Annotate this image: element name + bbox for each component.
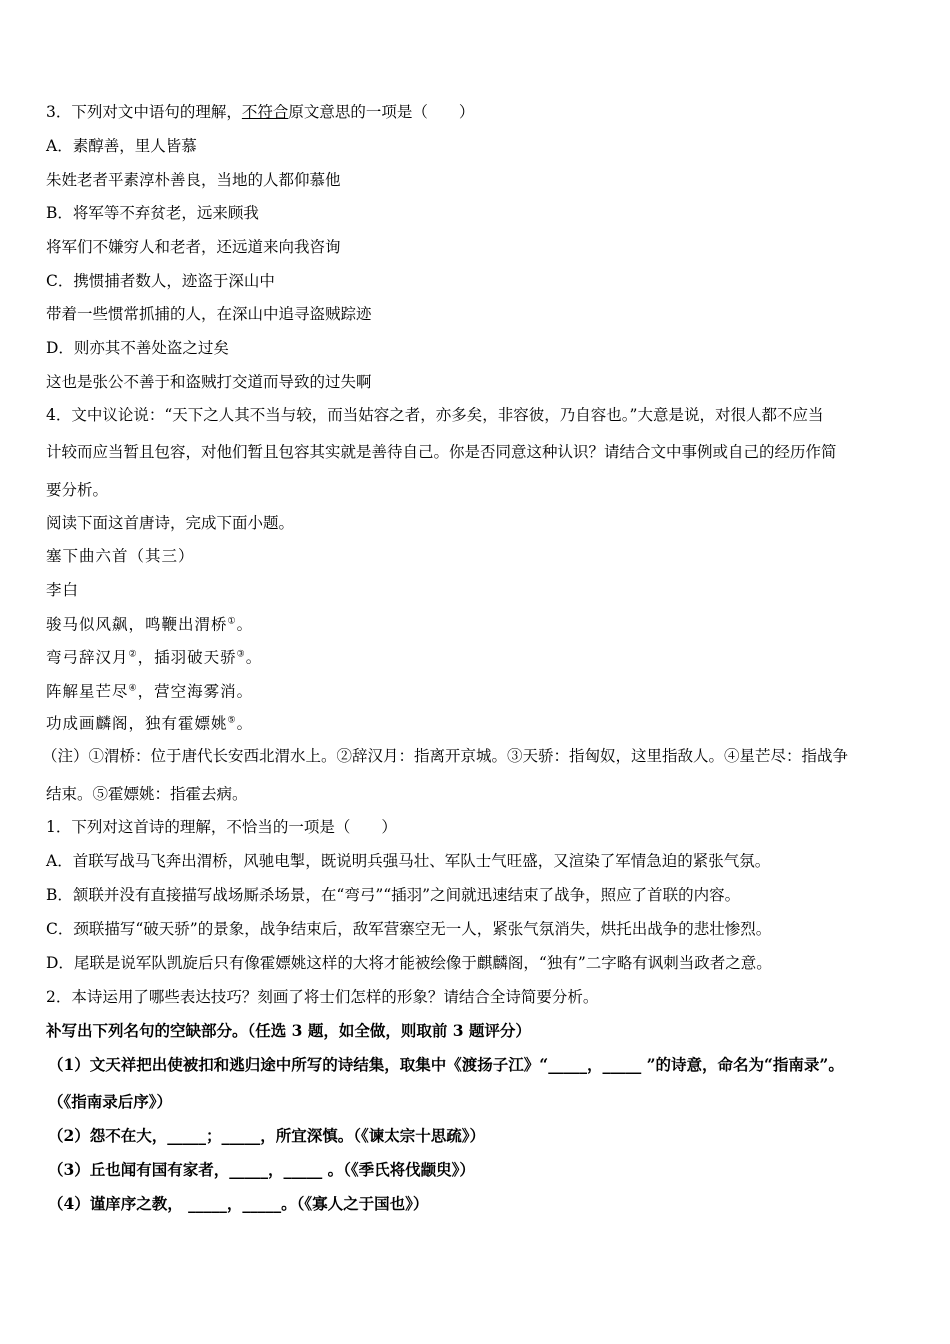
- poem-line: [46, 710, 253, 733]
- q3-option-d-translation: 这也是张公不善于和盗贼打交道而导致的过失啊: [46, 373, 372, 391]
- fill-heading: 补写出下列名句的空缺部分。（任选 3 题，如全做，则取前 3 题评分）: [46, 1021, 531, 1040]
- poem-line: [46, 678, 253, 701]
- poem-notes: 结束。⑤霍嫖姚：指霍去病。: [46, 785, 248, 803]
- fill-item: （3）丘也闻有国有家者，_____，_____ 。（《季氏将伐颛臾》）: [48, 1160, 475, 1179]
- q3-stem: [46, 102, 474, 122]
- note-marker: ①: [227, 616, 237, 627]
- q3-option-d: D．则亦其不善处盗之过矣: [46, 339, 229, 357]
- fill-item: （2）怨不在大，_____；_____，所宜深慎。（《谏太宗十思疏》）: [48, 1126, 486, 1145]
- poem-q1-option-a: A．首联写战马飞奔出渭桥，风驰电掣，既说明兵强马壮、军队士气旺盛，又渲染了军情急迫的紧张气氛。: [46, 852, 771, 870]
- poem-title: 塞下曲六首（其三）: [46, 547, 195, 565]
- poem-notes: （注）①渭桥：位于唐代长安西北渭水上。②辞汉月：指离开京城。③天骄：指匈奴，这里指敌人。④星芒尽：指战争: [42, 747, 849, 765]
- poem-line: [46, 644, 262, 667]
- poem-intro: 阅读下面这首唐诗，完成下面小题。: [46, 514, 295, 532]
- poem-text: 阵解星芒尽: [46, 682, 129, 701]
- poem-line: [46, 611, 253, 634]
- q3-option-c: C．携惯捕者数人，迹盗于深山中: [46, 272, 275, 290]
- poem-text: ，插羽破天骄: [137, 648, 237, 667]
- poem-q2: 2．本诗运用了哪些表达技巧？刻画了将士们怎样的形象？请结合全诗简要分析。: [46, 988, 599, 1006]
- q3-option-c-translation: 带着一些惯常抓捕的人，在深山中追寻盗贼踪迹: [46, 305, 372, 323]
- poem-q1-option-d: D．尾联是说军队凯旋后只有像霍嫖姚这样的大将才能被绘像于麒麟阁，“独有”二字略有讽刺当政者之意。: [46, 954, 772, 972]
- note-marker: ②: [128, 649, 138, 660]
- note-marker: ⑤: [227, 715, 237, 726]
- q3-stem-post: 原文意思的一项是（ ）: [288, 103, 475, 121]
- fill-item: （1）文天祥把出使被扣和逃归途中所写的诗结集，取集中《渡扬子江》“_____，_____ ”的诗意，命名为“指南录”。: [48, 1055, 844, 1074]
- poem-text: 。: [236, 615, 254, 634]
- q4-line: 4．文中议论说：“天下之人其不当与较，而当姑容之者，亦多矣，非容彼，乃自容也。”大意是说，对很人都不应当: [46, 406, 824, 424]
- poem-text: 功成画麟阁，独有霍嫖姚: [46, 714, 228, 733]
- fill-item: （《指南录后序》）: [48, 1092, 173, 1111]
- fill-item: （4）谨庠序之教， _____，_____。（《寡人之于国也》）: [48, 1194, 429, 1213]
- poem-text: 骏马似风飙，鸣鞭出渭桥: [46, 615, 228, 634]
- poem-q1-stem: 1．下列对这首诗的理解，不恰当的一项是（ ）: [46, 818, 397, 836]
- note-marker: ③: [236, 649, 246, 660]
- q3-option-b-translation: 将军们不嫌穷人和老者，还远道来向我咨询: [46, 238, 341, 256]
- poem-author: 李白: [46, 581, 80, 599]
- poem-q1-option-b: B．颔联并没有直接描写战场厮杀场景，在“弯弓”“插羽”之间就迅速结束了战争，照应了首联的内容。: [46, 886, 741, 904]
- poem-text: ，营空海雾消。: [137, 682, 254, 701]
- q3-stem-pre: 3．下列对文中语句的理解，: [46, 103, 242, 121]
- q3-option-a-translation: 朱姓老者平素淳朴善良，当地的人都仰慕他: [46, 171, 341, 189]
- poem-text: 。: [236, 714, 254, 733]
- q3-option-b: B．将军等不弃贫老，远来顾我: [46, 204, 259, 222]
- poem-text: 。: [245, 648, 263, 667]
- poem-q1-option-c: C．颈联描写“破天骄”的景象，战争结束后，敌军营寨空无一人，紧张气氛消失，烘托出战争的悲壮惨烈。: [46, 920, 772, 938]
- poem-text: 弯弓辞汉月: [46, 648, 129, 667]
- q4-line: 计较而应当暂且包容，对他们暂且包容其实就是善待自己。你是否同意这种认识？请结合文中事例或自己的经历作简: [46, 443, 837, 461]
- q3-option-a: A．素醇善，里人皆慕: [46, 137, 197, 155]
- note-marker: ④: [128, 683, 138, 694]
- q4-line: 要分析。: [46, 481, 109, 499]
- q3-stem-underlined: 不符合: [241, 103, 289, 121]
